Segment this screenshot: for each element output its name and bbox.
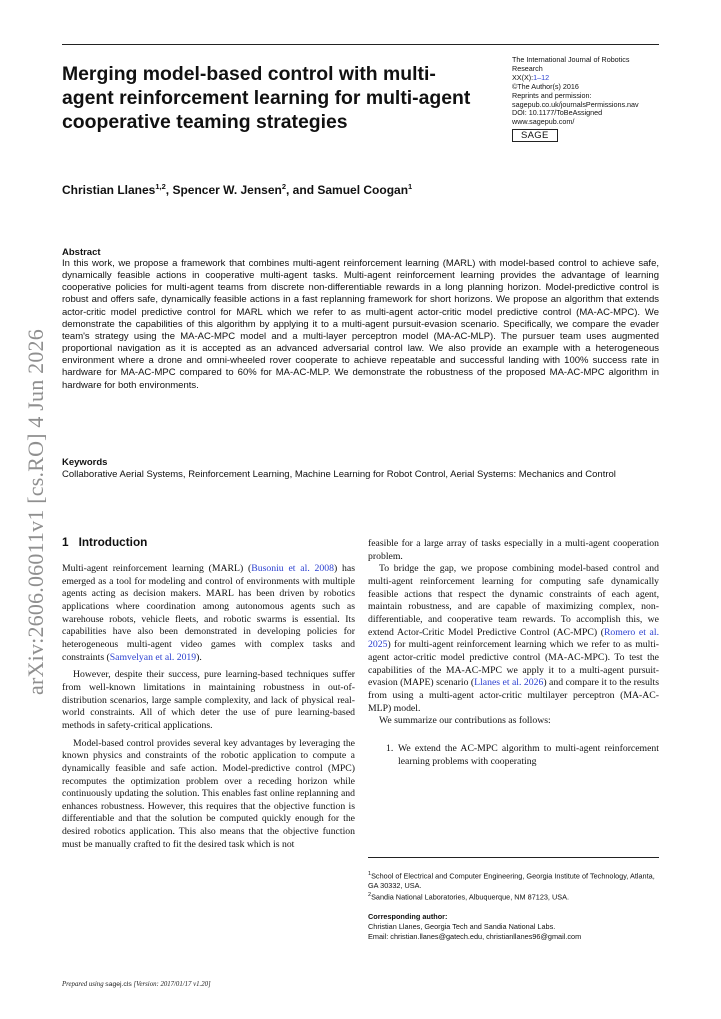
paper-title: Merging model-based control with multi-agent reinforcement learning for multi-agent cooperative teaming strategies (62, 63, 471, 133)
affiliation-text: Sandia National Laboratories, Albuquerque, NM 87123, USA. (371, 892, 570, 902)
page-footer (62, 981, 211, 988)
abstract-heading: Abstract (62, 247, 101, 258)
abstract-text: In this work, we propose a framework that combines multi-agent reinforcement learning (MARL) with model-based control to achieve safe, dynamically feasible actions in cooperative multi-agent tasks. Multi-agent reinforcement learning provides the advantage of learning cooperative policies for multi-agent teams from discrete non-differentiable rewards in a long planning horizon. Model-predictive control is robust and offers safe, dynamically feasible actions in a fast replanning framework for short horizons. We propose an algorithm that extends actor-critic model predictive control for MARL which we refer to as multi-agent actor-critic model predictive control (MA-AC-MPC). We demonstrate the capabilities of this algorithm by applying it to a multi-agent pursuit-evasion scenario. Specifically, we compare the evader team's strategy using the MA-AC-MPC model and a multi-layer perceptron model (MA-AC-MLP). The pursuer team uses augmented proportional navigation as it is accepted as an advanced adversarial control law. We also provide an example with a heterogeneous environment where a drone and omni-wheeled rover cooperate to achieve repeatable and successful landing with 100% success rate in hardware for MA-AC-MPC compared to 60% for MA-AC-MLP. We demonstrate the robustness of the proposed MA-AC-MPC algorithm in hardware for both environments. (62, 258, 659, 391)
author-2: , Spencer W. Jensen (165, 183, 282, 197)
list-item (368, 743, 659, 768)
text-run: ). (196, 651, 202, 663)
affiliation-2 (368, 891, 659, 902)
author-3: , and Samuel Coogan (286, 183, 409, 197)
journal-info (512, 56, 662, 142)
paragraph: feasible for a large array of tasks especially in a multi-agent cooperation problem. (368, 538, 659, 562)
affiliation-text: School of Electrical and Computer Engineering, Georgia Institute of Technology, Atlanta, GA 30332, USA. (368, 871, 655, 891)
keywords-heading: Keywords (62, 457, 108, 468)
right-column (368, 538, 659, 768)
text-run: ) for multi-agent reinforcement learning which we refer to as multi-agent actor-critic model predictive control (MA-AC-MPC). To test the capabilities of the MA-AC-MPC we apply it to a multi-agent pursuit-evasion (MAPE) scenario ( (368, 639, 659, 689)
section-title: Introduction (78, 535, 148, 549)
paragraph (368, 563, 659, 715)
footnote-mark: 2 (368, 892, 372, 899)
footer-version: [Version: 2017/01/17 v1.20] (131, 981, 211, 988)
corresponding-author-heading: Corresponding author: (368, 912, 448, 922)
citation-link[interactable]: Busoniu et al. 2008 (251, 563, 334, 574)
sage-logo: SAGE (512, 129, 558, 142)
author-list (62, 182, 412, 197)
paragraph: Model-based control provides several key advantages by leveraging the known physics and constraints of the robotic application to compute a dynamically feasible and safe action. Model-predictive control (MPC) recomputes the optimization problem over a receding horizon while continuously updating the solution. This enables fast online replanning and enhances robustness. However, this requires that the objective function is differentiable and that the solution be computed quickly enough for the desired robotics application. This also means that the objective function must be manually crafted to fit the desired task which is not (62, 737, 355, 850)
arxiv-stamp-text: arXiv:2606.06011v1 [cs.RO] 4 Jun 2026 (23, 329, 48, 695)
citation-link[interactable]: Romero et al. 2025 (368, 626, 659, 651)
corresponding-author-email: Email: christian.llanes@gatech.edu, christianllanes96@gmail.com (368, 931, 582, 941)
journal-reprints-url: sagepub.co.uk/journalsPermissions.nav (512, 99, 639, 109)
text-run: Multi-agent reinforcement learning (MARL) ( (62, 563, 252, 574)
paragraph: We summarize our contributions as follows: (379, 715, 551, 727)
section-number: 1 (62, 535, 69, 549)
footer-prefix: Prepared using (62, 981, 106, 988)
text-run: To bridge the gap, we propose combining model-based control and multi-agent reinforcement learning for computing safe dynamically feasible actions that respect the dynamic constraints of each agent, maintain robustness, and are capable of maximizing complex, non-differentiable, and cooperative team rewards. To accomplish this, we extend Actor-Critic Model Predictive Control (AC-MPC) ( (368, 563, 659, 638)
journal-pages-link[interactable]: 1–12 (533, 72, 550, 82)
footnotes (368, 870, 659, 942)
footer-class-file: sagej.cls (105, 981, 132, 988)
journal-reprints: Reprints and permission: (512, 90, 592, 100)
journal-website: www.sagepub.com/ (512, 117, 575, 127)
journal-volume-prefix: XX(X): (512, 72, 534, 82)
author-2-affiliation: 2 (281, 182, 287, 191)
paragraph (62, 563, 355, 664)
affiliation-1 (368, 870, 659, 891)
footnote-mark: 1 (368, 871, 372, 877)
list-marker: 1. (386, 742, 394, 754)
author-1-affiliation: 1,2 (155, 182, 166, 191)
journal-copyright: ©The Author(s) 2016 (512, 81, 579, 91)
text-run: ) has emerged as a tool for modeling and control of environments with multiple agents acting as decision makers. MARL has been driven by robotics applications where coordination among autonomous agents such as warehouse robots, vehicle fleets, and robotic swarms is essential. Its capabilities have also been demonstrated in developing policies for heterogeneous multi-agent video games with complex tasks and constraints ( (62, 563, 356, 663)
list-item-text: We extend the AC-MPC algorithm to multi-agent reinforcement learning problems with cooperating (398, 742, 659, 767)
citation-link[interactable]: Samvelyan et al. 2019 (109, 651, 197, 663)
keywords-text: Collaborative Aerial Systems, Reinforcement Learning, Machine Learning for Robot Control, Aerial Systems: Mechanics and Control (62, 469, 616, 480)
arxiv-stamp (22, 329, 50, 695)
author-1: Christian Llanes (62, 183, 156, 197)
journal-name: The International Journal of Robotics Research (512, 55, 630, 73)
section-heading-introduction (62, 535, 147, 549)
left-column (62, 563, 355, 851)
corresponding-author-name: Christian Llanes, Georgia Tech and Sandia National Labs. (368, 922, 556, 932)
header-rule (62, 44, 659, 45)
citation-link[interactable]: Llanes et al. 2026 (474, 677, 544, 689)
footnote-rule (368, 857, 659, 858)
author-3-affiliation: 1 (408, 182, 413, 191)
text-run: ) and compare it to the results from using a multi-agent actor-critic multilayer perceptron (MA-AC-MLP) model. (368, 677, 659, 714)
paragraph: However, despite their success, pure learning-based techniques suffer from well-known limitations in maintaining robustness in out-of-distribution scenarios, large sample complexity, and lack of physical real-world constraints. All of which deter the use of pure learning-based methods in safety-critical applications. (62, 669, 355, 731)
journal-doi: DOI: 10.1177/ToBeAssigned (512, 108, 603, 118)
contribution-list (368, 743, 659, 768)
